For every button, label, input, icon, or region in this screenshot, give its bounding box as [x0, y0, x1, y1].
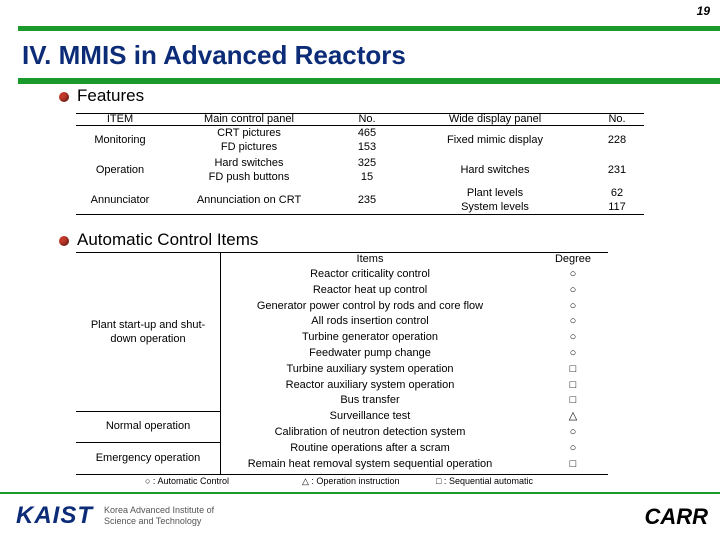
row-item: Operation — [95, 164, 145, 176]
table-bottom-rule — [76, 474, 608, 475]
item-name: Feedwater pump change — [309, 347, 431, 359]
degree-symbol: □ — [569, 394, 577, 407]
table-bottom-rule — [76, 214, 644, 215]
legend-automatic: ○ : Automatic Control — [145, 476, 229, 486]
degree-symbol: ○ — [569, 331, 577, 344]
degree-symbol: ○ — [569, 315, 577, 328]
item-name: Reactor auxiliary system operation — [285, 378, 455, 391]
row-no1: 325 15 — [357, 157, 377, 183]
item-name: Turbine auxiliary system operation — [286, 362, 454, 375]
institute-name: Korea Advanced Institute of Science and Technology — [104, 505, 215, 526]
degree-header: Degree — [554, 253, 592, 265]
item-name: Generator power control by rods and core flow — [256, 299, 484, 312]
group-emergency: Emergency operation — [95, 452, 201, 464]
legend-instruction: △ : Operation instruction — [302, 476, 400, 486]
page-number: 19 — [696, 4, 710, 18]
group-startup: Plant start-up and shut-down operation — [90, 319, 206, 345]
slide-title: IV. MMIS in Advanced Reactors — [22, 40, 406, 70]
item-name: Bus transfer — [340, 394, 400, 407]
title-underline — [18, 78, 720, 84]
header-wide-panel: Wide display panel — [448, 113, 542, 125]
item-name: Reactor criticality control — [310, 268, 430, 280]
automatic-heading: Automatic Control Items — [77, 230, 259, 249]
group-divider — [76, 411, 220, 412]
item-name: Surveillance test — [329, 410, 411, 423]
row-main: Annunciation on CRT — [196, 193, 302, 206]
row-item: Annunciator — [90, 193, 150, 206]
row-wide: Fixed mimic display — [447, 134, 543, 146]
degree-symbol: △ — [568, 410, 578, 423]
item-name: Turbine generator operation — [302, 331, 438, 344]
row-wide: Hard switches — [460, 164, 530, 176]
group-normal: Normal operation — [105, 420, 191, 432]
degree-symbol: □ — [569, 378, 577, 391]
row-no1: 235 — [357, 193, 377, 206]
item-name: All rods insertion control — [311, 315, 429, 328]
row-item: Monitoring — [94, 134, 146, 146]
row-wide: Plant levels System levels — [461, 186, 529, 213]
degree-symbol: □ — [569, 362, 577, 375]
features-table — [76, 113, 644, 215]
item-name: Calibration of neutron detection system — [274, 426, 466, 438]
automatic-table — [76, 252, 608, 476]
item-name: Routine operations after a scram — [290, 441, 450, 454]
degree-symbol: ○ — [569, 426, 577, 438]
header-no-2: No. — [608, 113, 626, 125]
degree-symbol: ○ — [569, 299, 577, 312]
features-heading: Features — [77, 86, 145, 105]
item-name: Reactor heat up control — [312, 283, 428, 296]
row-main: CRT pictures FD pictures — [217, 127, 281, 153]
row-no2: 231 — [607, 164, 627, 176]
row-no2: 62 117 — [608, 186, 626, 213]
top-accent-bar — [18, 26, 720, 31]
group-divider — [76, 442, 220, 443]
row-no1: 465 153 — [357, 127, 377, 153]
row-no2: 228 — [607, 134, 627, 146]
row-main: Hard switches FD push buttons — [208, 157, 290, 183]
bullet-icon — [59, 236, 69, 246]
item-name: Remain heat removal system sequential operation — [247, 457, 493, 470]
degree-symbol: ○ — [569, 347, 577, 359]
footer-rule — [0, 492, 720, 494]
legend-sequential: □ : Sequential automatic — [436, 476, 533, 486]
header-no-1: No. — [358, 113, 376, 125]
degree-symbol: ○ — [569, 283, 577, 296]
header-main-panel: Main control panel — [204, 113, 294, 125]
degree-symbol: □ — [569, 457, 577, 470]
kaist-logo: KAIST — [16, 502, 93, 529]
degree-symbol: ○ — [569, 268, 577, 280]
header-item: ITEM — [106, 113, 134, 125]
bullet-icon — [59, 92, 69, 102]
degree-symbol: ○ — [569, 441, 577, 454]
carr-brand: CARR — [644, 504, 708, 529]
items-header: Items — [356, 253, 384, 265]
